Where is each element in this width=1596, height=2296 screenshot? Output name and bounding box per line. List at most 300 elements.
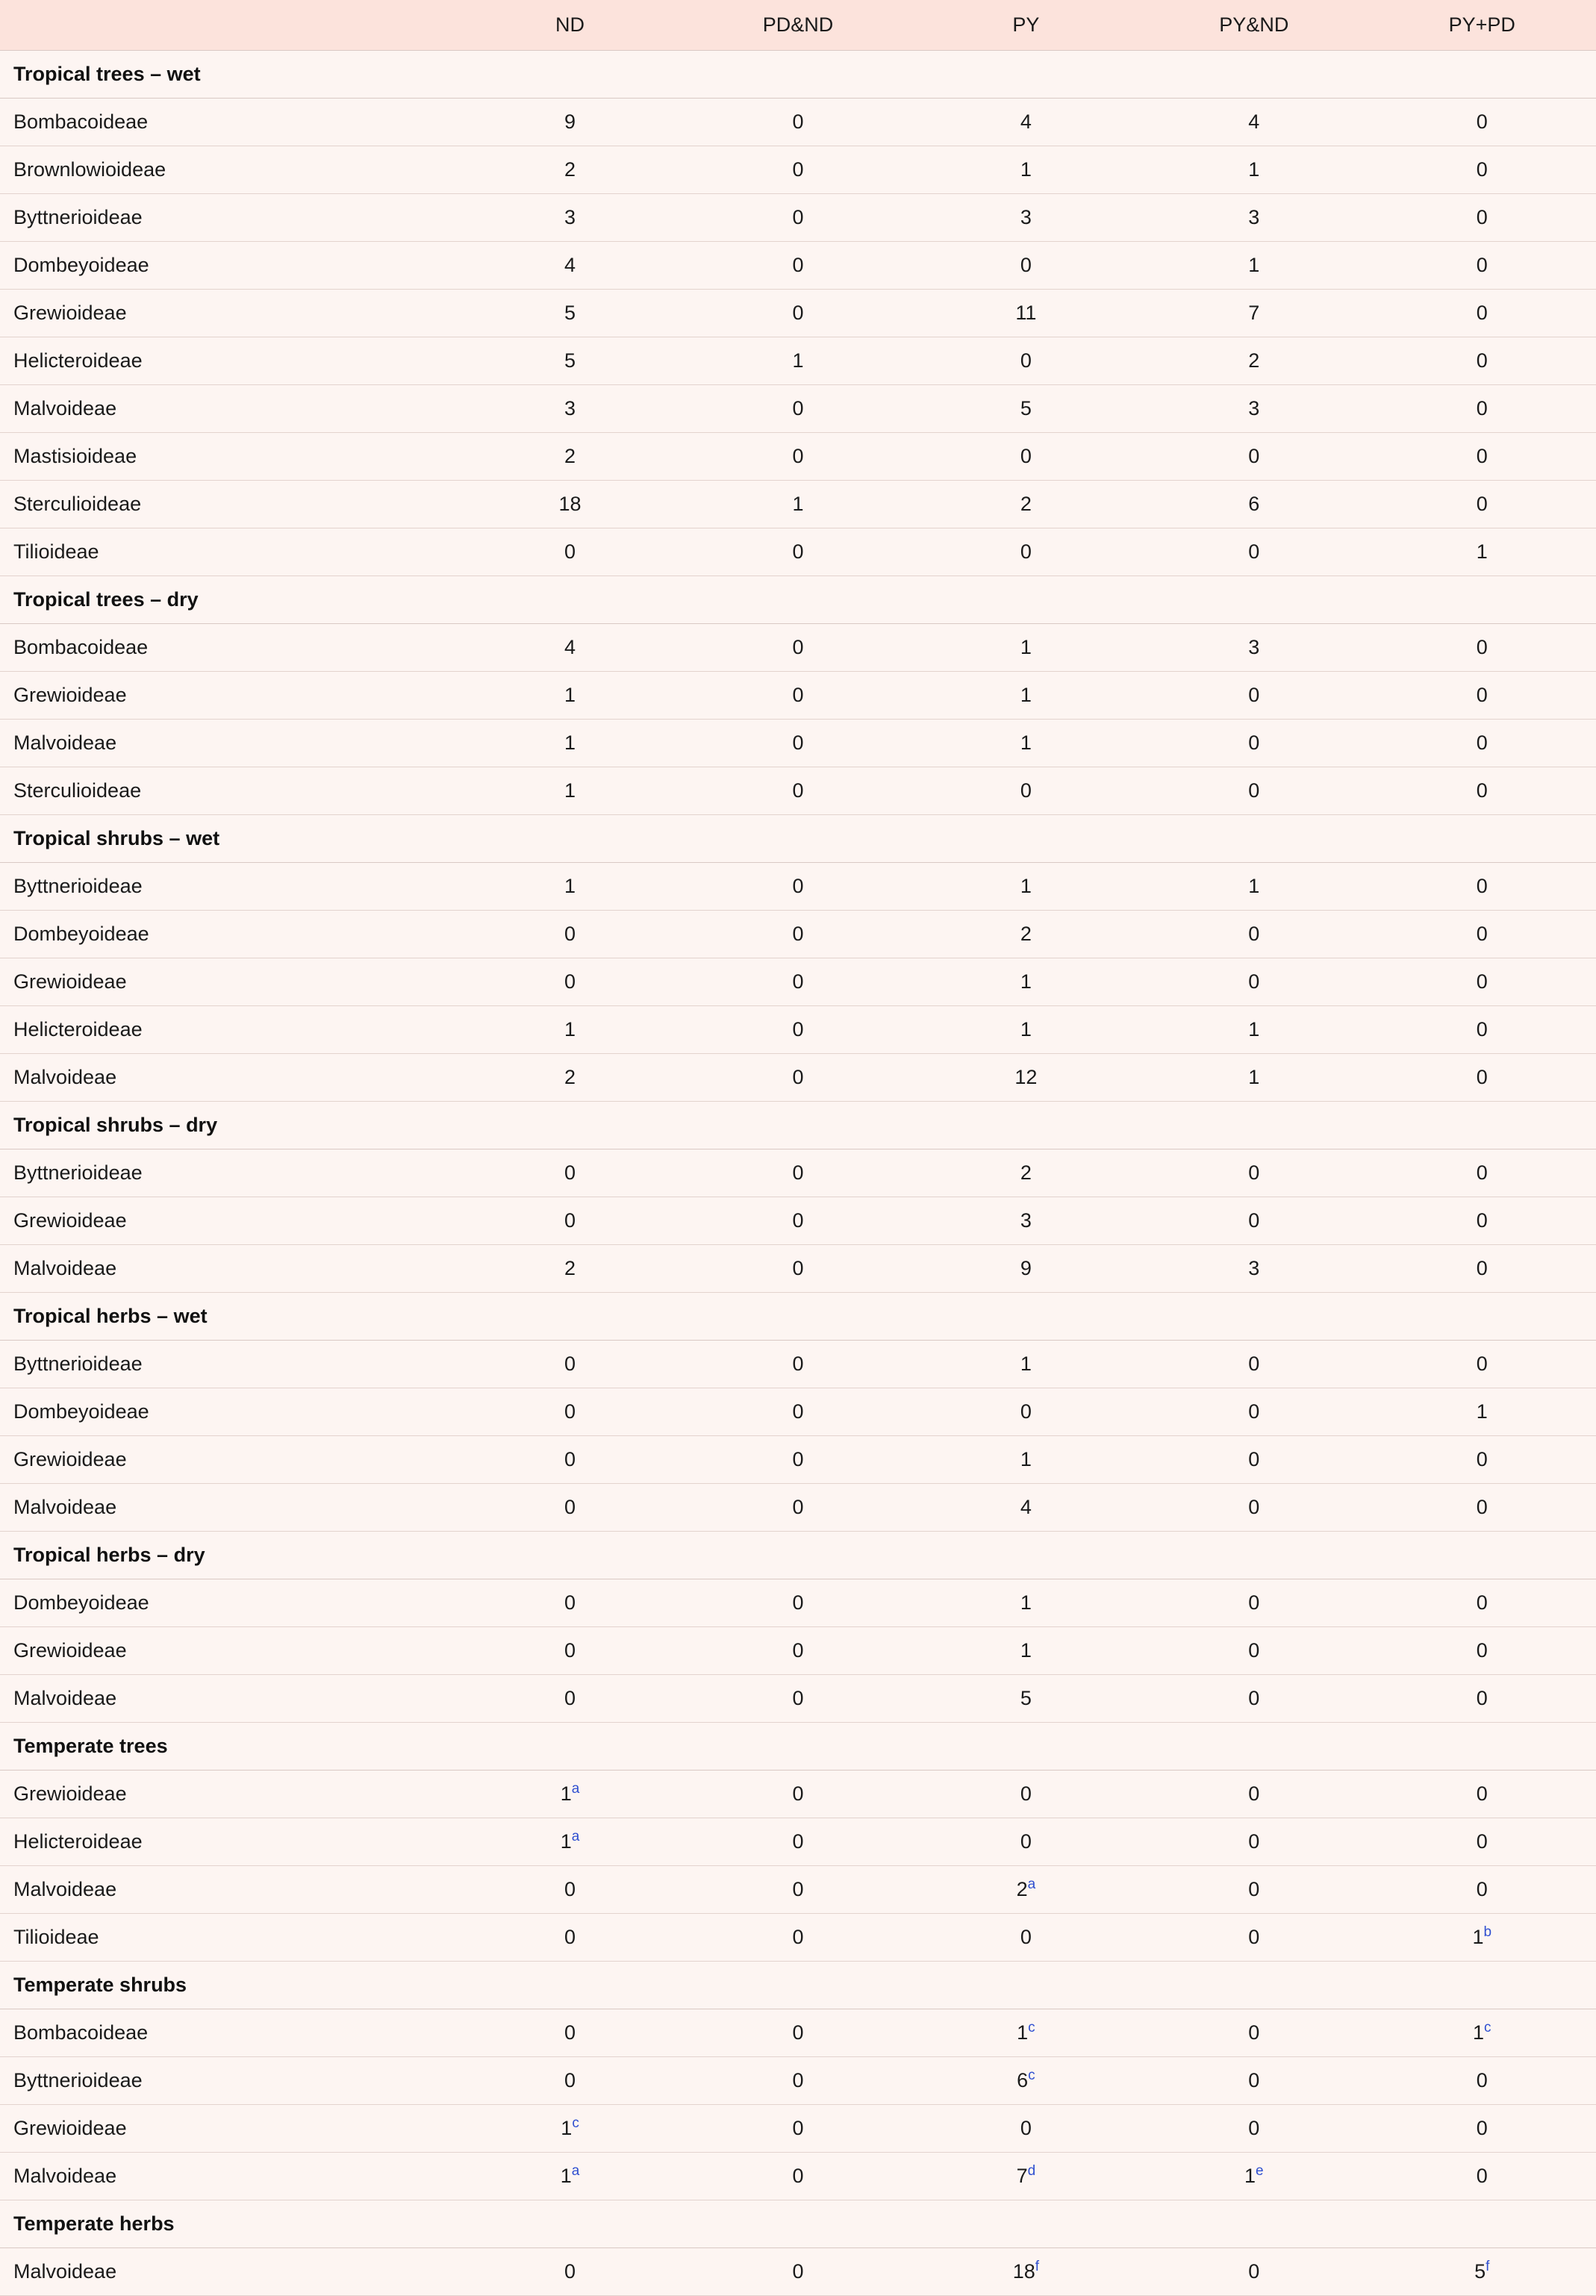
- cell-value: [684, 1388, 911, 1436]
- cell-number: 0: [564, 540, 576, 563]
- row-label: Byttnerioideae: [0, 1149, 456, 1197]
- cell-value: [684, 1818, 911, 1866]
- table-row: [0, 2248, 1596, 2296]
- table-row: [0, 1149, 1596, 1197]
- cell-number: 1: [564, 731, 576, 754]
- row-label: Byttnerioideae: [0, 1341, 456, 1388]
- table-section-row: [0, 1962, 1596, 2009]
- cell-value: [1140, 242, 1368, 290]
- cell-value: [684, 99, 911, 146]
- cell-number: 0: [1476, 875, 1488, 897]
- cell-number: 3: [564, 206, 576, 228]
- cell-number: 0: [792, 731, 804, 754]
- cell-number: 2: [1020, 1161, 1032, 1184]
- cell-value: [912, 146, 1140, 194]
- cell-value: [456, 1866, 684, 1914]
- cell-number: 1: [564, 684, 576, 706]
- cell-number: 3: [564, 397, 576, 419]
- cell-value: [912, 242, 1140, 290]
- cell-value: [912, 1484, 1140, 1532]
- cell-number: 1: [1020, 1018, 1032, 1041]
- row-label: Dombeyoideae: [0, 242, 456, 290]
- cell-value: [1140, 2057, 1368, 2105]
- row-label: Grewioideae: [0, 290, 456, 337]
- cell-number: 12: [1014, 1066, 1038, 1088]
- cell-number: 0: [1248, 2117, 1260, 2139]
- cell-value: [1140, 720, 1368, 767]
- cell-number: 0: [792, 2260, 804, 2283]
- cell-number: 1: [1472, 1926, 1484, 1948]
- cell-value: [456, 1675, 684, 1723]
- cell-number: 0: [1476, 1209, 1488, 1232]
- cell-value: [1368, 958, 1596, 1006]
- cell-number: 0: [792, 1687, 804, 1709]
- table-row: [0, 1006, 1596, 1054]
- table-row: [0, 481, 1596, 528]
- cell-value: [684, 1436, 911, 1484]
- cell-value: [1140, 1341, 1368, 1388]
- cell-number: 0: [1248, 1353, 1260, 1375]
- cell-value: [1368, 2153, 1596, 2200]
- cell-number: 0: [564, 2069, 576, 2091]
- cell-number: 0: [1248, 779, 1260, 802]
- footnote-marker: a: [571, 1829, 580, 1844]
- cell-number: 5: [1474, 2260, 1486, 2283]
- cell-number: 0: [1476, 970, 1488, 993]
- cell-number: 0: [1020, 254, 1032, 276]
- cell-value: [456, 1627, 684, 1675]
- cell-value: [684, 2057, 911, 2105]
- cell-value: [1140, 2248, 1368, 2296]
- cell-number: 0: [792, 1878, 804, 1900]
- cell-number: 0: [1476, 445, 1488, 467]
- row-label: Helicteroideae: [0, 1006, 456, 1054]
- cell-number: 0: [1248, 1687, 1260, 1709]
- cell-value: [912, 481, 1140, 528]
- cell-number: 0: [1476, 206, 1488, 228]
- cell-number: 0: [792, 1066, 804, 1088]
- cell-number: 0: [1476, 1687, 1488, 1709]
- cell-number: 1: [560, 1782, 572, 1805]
- cell-value: [1140, 146, 1368, 194]
- cell-value: [456, 1197, 684, 1245]
- cell-value: [912, 1675, 1140, 1723]
- section-label: Temperate herbs: [0, 2200, 1596, 2248]
- row-label: Helicteroideae: [0, 337, 456, 385]
- footnote-marker: f: [1486, 2259, 1490, 2274]
- cell-value: [1368, 290, 1596, 337]
- row-label: Bombacoideae: [0, 2009, 456, 2057]
- cell-value: [684, 2248, 911, 2296]
- cell-value: [456, 1341, 684, 1388]
- cell-value: [912, 290, 1140, 337]
- cell-value: [684, 1866, 911, 1914]
- cell-value: [1368, 1149, 1596, 1197]
- cell-number: 0: [792, 1591, 804, 1614]
- cell-number: 0: [792, 1257, 804, 1279]
- cell-number: 0: [792, 1161, 804, 1184]
- cell-number: 0: [564, 1448, 576, 1470]
- table-row: [0, 2105, 1596, 2153]
- table-row: [0, 1484, 1596, 1532]
- table-row: [0, 337, 1596, 385]
- section-label: Temperate shrubs: [0, 1962, 1596, 2009]
- cell-number: 0: [1476, 254, 1488, 276]
- cell-value: [1368, 672, 1596, 720]
- cell-value: [684, 1054, 911, 1102]
- table-section-row: [0, 1293, 1596, 1341]
- cell-value: [1368, 911, 1596, 958]
- cell-value: [912, 1579, 1140, 1627]
- cell-value: [1140, 1866, 1368, 1914]
- cell-value: [684, 337, 911, 385]
- cell-number: 5: [564, 349, 576, 372]
- row-label: Helicteroideae: [0, 1818, 456, 1866]
- header-cell-nd: ND: [456, 0, 684, 51]
- cell-number: 0: [1476, 2165, 1488, 2187]
- cell-value: [1140, 1579, 1368, 1627]
- cell-number: 1: [1020, 684, 1032, 706]
- cell-number: 0: [792, 2165, 804, 2187]
- cell-value: [456, 2153, 684, 2200]
- table-row: [0, 99, 1596, 146]
- cell-number: 0: [792, 302, 804, 324]
- row-label: Malvoideae: [0, 1054, 456, 1102]
- table-row: [0, 911, 1596, 958]
- cell-number: 0: [1248, 1639, 1260, 1662]
- cell-number: 0: [1248, 923, 1260, 945]
- cell-value: [684, 1149, 911, 1197]
- cell-value: [684, 1197, 911, 1245]
- cell-value: [456, 672, 684, 720]
- cell-number: 0: [564, 1209, 576, 1232]
- header-cell-blank: [0, 0, 456, 51]
- cell-number: 0: [564, 1591, 576, 1614]
- table-section-row: [0, 815, 1596, 863]
- cell-number: 0: [564, 1161, 576, 1184]
- cell-number: 2: [564, 1257, 576, 1279]
- cell-value: [456, 1484, 684, 1532]
- row-label: Byttnerioideae: [0, 863, 456, 911]
- cell-value: [1140, 1245, 1368, 1293]
- cell-value: [684, 1006, 911, 1054]
- cell-number: 0: [1248, 1448, 1260, 1470]
- cell-number: 0: [1248, 1591, 1260, 1614]
- cell-value: [912, 672, 1140, 720]
- cell-number: 4: [1020, 110, 1032, 133]
- cell-value: [1368, 99, 1596, 146]
- cell-value: [456, 2009, 684, 2057]
- cell-number: 2: [1248, 349, 1260, 372]
- section-label: Tropical trees – wet: [0, 51, 1596, 99]
- cell-value: [456, 146, 684, 194]
- header-cell-pypd: PY+PD: [1368, 0, 1596, 51]
- cell-number: 3: [1020, 1209, 1032, 1232]
- cell-number: 1: [1020, 970, 1032, 993]
- cell-number: 7: [1016, 2165, 1028, 2187]
- row-label: Byttnerioideae: [0, 194, 456, 242]
- cell-number: 3: [1248, 1257, 1260, 1279]
- cell-number: 0: [792, 2021, 804, 2044]
- table-row: [0, 2153, 1596, 2200]
- cell-number: 6: [1248, 493, 1260, 515]
- cell-value: [1140, 863, 1368, 911]
- cell-value: [456, 1388, 684, 1436]
- cell-number: 0: [792, 1830, 804, 1853]
- cell-number: 0: [1476, 684, 1488, 706]
- cell-value: [456, 337, 684, 385]
- cell-number: 0: [564, 970, 576, 993]
- cell-value: [1140, 1149, 1368, 1197]
- cell-value: [684, 1579, 911, 1627]
- cell-number: 0: [792, 779, 804, 802]
- footnote-marker: b: [1483, 1924, 1492, 1940]
- cell-value: [912, 1054, 1140, 1102]
- cell-number: 0: [564, 1687, 576, 1709]
- cell-value: [912, 1006, 1140, 1054]
- cell-number: 0: [792, 110, 804, 133]
- cell-value: [1368, 767, 1596, 815]
- cell-number: 0: [1248, 970, 1260, 993]
- cell-value: [1368, 481, 1596, 528]
- row-label: Malvoideae: [0, 1484, 456, 1532]
- cell-number: 3: [1020, 206, 1032, 228]
- cell-value: [1368, 2057, 1596, 2105]
- cell-value: [1368, 863, 1596, 911]
- cell-number: 0: [1476, 2069, 1488, 2091]
- cell-value: [1368, 1197, 1596, 1245]
- cell-value: [912, 624, 1140, 672]
- cell-value: [1368, 2248, 1596, 2296]
- cell-value: [684, 385, 911, 433]
- cell-value: [912, 1771, 1140, 1818]
- cell-value: [1140, 528, 1368, 576]
- row-label: Bombacoideae: [0, 99, 456, 146]
- cell-value: [456, 1436, 684, 1484]
- cell-number: 0: [792, 397, 804, 419]
- row-label: Grewioideae: [0, 1436, 456, 1484]
- cell-number: 1: [564, 779, 576, 802]
- row-label: Malvoideae: [0, 720, 456, 767]
- cell-number: 1: [560, 1830, 572, 1853]
- cell-value: [912, 528, 1140, 576]
- cell-value: [456, 99, 684, 146]
- cell-value: [1368, 1436, 1596, 1484]
- table-row: [0, 958, 1596, 1006]
- cell-value: [684, 672, 911, 720]
- row-label: Malvoideae: [0, 1866, 456, 1914]
- cell-number: 1: [1473, 2021, 1485, 2044]
- cell-number: 1: [1244, 2165, 1256, 2187]
- cell-number: 4: [564, 636, 576, 658]
- row-label: Dombeyoideae: [0, 1388, 456, 1436]
- cell-number: 2: [1016, 1878, 1028, 1900]
- cell-value: [684, 863, 911, 911]
- cell-value: [1368, 146, 1596, 194]
- cell-number: 0: [1248, 2260, 1260, 2283]
- row-label: Malvoideae: [0, 1245, 456, 1293]
- row-label: Grewioideae: [0, 672, 456, 720]
- table-row: [0, 242, 1596, 290]
- cell-value: [684, 1675, 911, 1723]
- cell-number: 0: [792, 970, 804, 993]
- table-section-row: [0, 1723, 1596, 1771]
- cell-value: [456, 528, 684, 576]
- section-label: Tropical trees – dry: [0, 576, 1596, 624]
- cell-value: [1368, 337, 1596, 385]
- cell-number: 1: [1248, 1066, 1260, 1088]
- cell-value: [912, 385, 1140, 433]
- cell-number: 1: [1020, 1353, 1032, 1375]
- cell-number: 0: [1020, 779, 1032, 802]
- row-label: Malvoideae: [0, 385, 456, 433]
- footnote-marker: a: [571, 2163, 580, 2179]
- cell-number: 0: [1476, 1018, 1488, 1041]
- cell-value: [912, 2057, 1140, 2105]
- section-label: Tropical herbs – wet: [0, 1293, 1596, 1341]
- cell-value: [456, 1579, 684, 1627]
- cell-number: 3: [1248, 397, 1260, 419]
- cell-number: 0: [1476, 1066, 1488, 1088]
- cell-number: 0: [792, 1926, 804, 1948]
- table-row: [0, 1341, 1596, 1388]
- cell-number: 1: [1020, 875, 1032, 897]
- cell-value: [1140, 2153, 1368, 2200]
- cell-number: 0: [1248, 445, 1260, 467]
- row-label: Grewioideae: [0, 1771, 456, 1818]
- cell-number: 0: [1020, 540, 1032, 563]
- cell-value: [912, 1388, 1140, 1436]
- cell-number: 18: [1012, 2260, 1035, 2283]
- cell-value: [684, 1627, 911, 1675]
- cell-number: 0: [1476, 2117, 1488, 2139]
- cell-value: [684, 528, 911, 576]
- cell-value: [456, 1245, 684, 1293]
- cell-value: [1140, 1818, 1368, 1866]
- cell-value: [1140, 99, 1368, 146]
- cell-value: [684, 911, 911, 958]
- cell-value: [684, 2009, 911, 2057]
- cell-number: 0: [1476, 923, 1488, 945]
- cell-number: 0: [792, 923, 804, 945]
- cell-value: [912, 2153, 1140, 2200]
- cell-value: [1368, 1341, 1596, 1388]
- cell-value: [1368, 1388, 1596, 1436]
- footnote-marker: c: [1484, 2020, 1491, 2035]
- cell-number: 0: [792, 1400, 804, 1423]
- cell-number: 4: [1020, 1496, 1032, 1518]
- cell-value: [1368, 1866, 1596, 1914]
- cell-value: [684, 481, 911, 528]
- cell-value: [912, 1818, 1140, 1866]
- cell-value: [1140, 624, 1368, 672]
- cell-value: [456, 385, 684, 433]
- cell-number: 0: [1476, 1257, 1488, 1279]
- cell-value: [456, 911, 684, 958]
- row-label: Malvoideae: [0, 2248, 456, 2296]
- cell-number: 0: [1020, 445, 1032, 467]
- cell-value: [1368, 433, 1596, 481]
- cell-value: [456, 290, 684, 337]
- cell-value: [1140, 767, 1368, 815]
- cell-value: [912, 2009, 1140, 2057]
- cell-number: 18: [558, 493, 582, 515]
- cell-number: 0: [1248, 2069, 1260, 2091]
- cell-number: 4: [564, 254, 576, 276]
- cell-number: 0: [1476, 731, 1488, 754]
- table-section-row: [0, 576, 1596, 624]
- cell-number: 0: [564, 2260, 576, 2283]
- cell-number: 0: [1476, 1496, 1488, 1518]
- cell-number: 1: [1020, 731, 1032, 754]
- header-cell-pdnd: PD&ND: [684, 0, 911, 51]
- table-body: [0, 51, 1596, 2296]
- cell-value: [1140, 1675, 1368, 1723]
- row-label: Tilioideae: [0, 528, 456, 576]
- cell-number: 0: [1248, 1496, 1260, 1518]
- cell-number: 0: [1020, 1830, 1032, 1853]
- row-label: Dombeyoideae: [0, 1579, 456, 1627]
- cell-number: 0: [1476, 779, 1488, 802]
- cell-value: [912, 767, 1140, 815]
- cell-number: 0: [1248, 2021, 1260, 2044]
- cell-value: [1140, 337, 1368, 385]
- cell-value: [912, 433, 1140, 481]
- cell-value: [1368, 2105, 1596, 2153]
- section-label: Tropical shrubs – dry: [0, 1102, 1596, 1149]
- row-label: Dombeyoideae: [0, 911, 456, 958]
- cell-value: [1368, 1818, 1596, 1866]
- cell-value: [1140, 1006, 1368, 1054]
- cell-value: [456, 1006, 684, 1054]
- cell-number: 0: [1248, 1161, 1260, 1184]
- table-row: [0, 1245, 1596, 1293]
- cell-value: [912, 863, 1140, 911]
- cell-value: [1368, 624, 1596, 672]
- cell-number: 0: [1476, 1878, 1488, 1900]
- table-section-row: [0, 1532, 1596, 1579]
- cell-number: 0: [792, 1209, 804, 1232]
- table-row: [0, 1197, 1596, 1245]
- cell-value: [456, 481, 684, 528]
- cell-value: [1140, 958, 1368, 1006]
- cell-number: 0: [1248, 684, 1260, 706]
- cell-number: 1: [564, 875, 576, 897]
- cell-value: [912, 1627, 1140, 1675]
- cell-value: [684, 1341, 911, 1388]
- cell-value: [1368, 2009, 1596, 2057]
- cell-number: 1: [1476, 1400, 1488, 1423]
- table-section-row: [0, 2200, 1596, 2248]
- table-row: [0, 672, 1596, 720]
- table-row: [0, 767, 1596, 815]
- cell-number: 0: [1476, 1830, 1488, 1853]
- cell-number: 0: [1020, 349, 1032, 372]
- section-label: Tropical herbs – dry: [0, 1532, 1596, 1579]
- table-row: [0, 1579, 1596, 1627]
- table-row: [0, 1675, 1596, 1723]
- cell-value: [684, 194, 911, 242]
- cell-number: 2: [564, 158, 576, 181]
- row-label: Brownlowioideae: [0, 146, 456, 194]
- cell-value: [684, 720, 911, 767]
- row-label: Byttnerioideae: [0, 2057, 456, 2105]
- cell-number: 0: [1476, 349, 1488, 372]
- cell-number: 5: [1020, 397, 1032, 419]
- cell-value: [1368, 1771, 1596, 1818]
- cell-number: 1: [1020, 1639, 1032, 1662]
- footnote-marker: e: [1256, 2163, 1264, 2179]
